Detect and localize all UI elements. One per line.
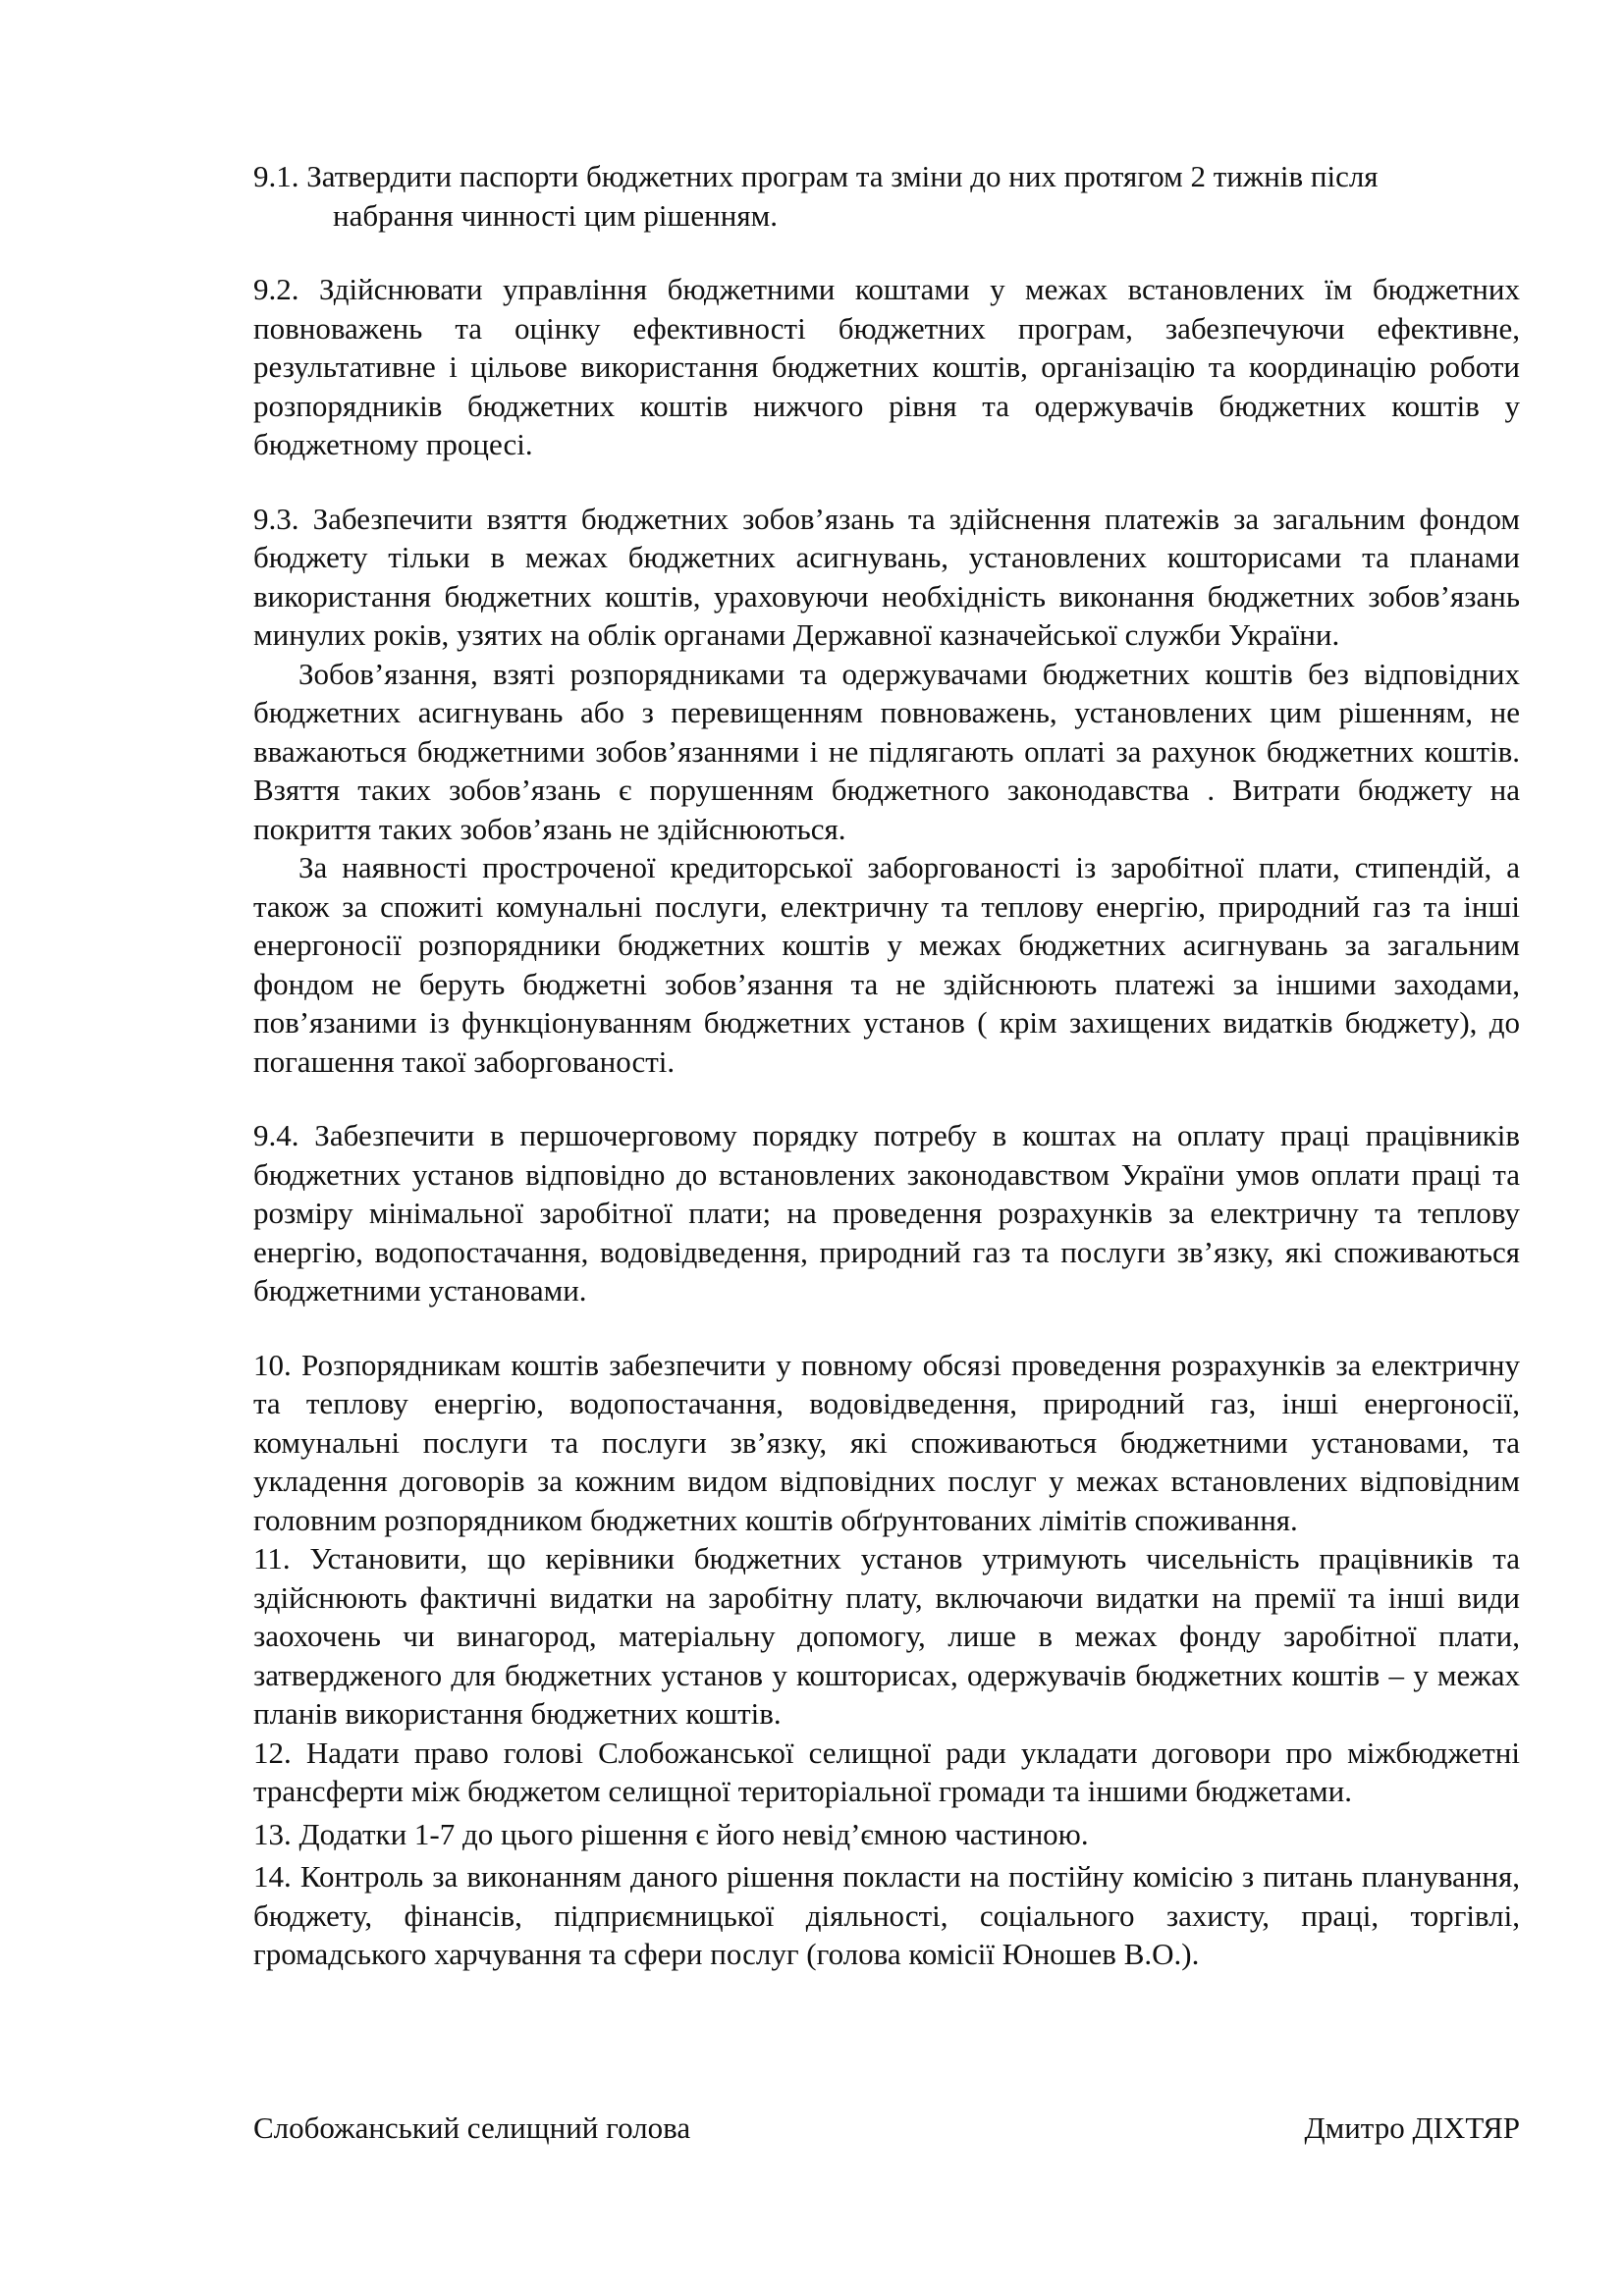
paragraph-9-4: 9.4. Забезпечити в першочерговому порядку потребу в коштах на оплату праці працівників бюджетних установ відповідно до встановлених законодавством України умов оплати праці та розміру мінімальної заробітної плати; на проведення розрахунків за електричну та теплову енергію, водопостачання, водовідведення, природний газ та послуги зв’язку, які споживаються бюджетними установами.: [253, 1118, 1520, 1308]
paragraph-9-3-arrears: За наявності простроченої кредиторської заборгованості із заробітної плати, стипендій, а також за спожиті комунальні послуги, електричну та теплову енергію, природний газ та інші енергоносії розпорядники бюджетних коштів у межах бюджетних асигнувань за загальним фондом не беруть бюджетні зобов’язання та не здійснюють платежі за іншими заходами, пов’язаними із функціонуванням бюджетних установ ( крім захищених видатків бюджету), до погашення такої заборгованості.: [253, 850, 1520, 1079]
paragraph-11: 11. Установити, що керівники бюджетних установ утримують чисельність працівників та здійснюють фактичні видатки на заробітну плату, включаючи видатки на премії та інші види заохочень чи винагород, матеріальну допомогу, лише в межах фонду заробітної плати, затвердженого для бюджетних установ у кошторисах, одержувачів бюджетних коштів – у межах планів використання бюджетних коштів.: [253, 1541, 1520, 1731]
paragraph-14: 14. Контроль за виконанням даного рішення покласти на постійну комісію з питань планування, бюджету, фінансів, підприємницької діяльності, соціального захисту, праці, торгівлі, громадського харчування та сфери послуг (голова комісії Юношев В.О.).: [253, 1859, 1520, 1971]
paragraph-13: 13. Додатки 1-7 до цього рішення є його невід’ємною частиною.: [253, 1816, 1089, 1851]
signatory-name: Дмитро ДІХТЯР: [1304, 2110, 1520, 2145]
spacer: [253, 1081, 1520, 1116]
paragraph-9-1-line-1: 9.1. Затвердити паспорти бюджетних програм та зміни до них протягом 2 тижнів після: [253, 159, 1379, 193]
paragraph-12: 12. Надати право голові Слобожанської селищної ради укладати договори про міжбюджетні трансферти між бюджетом селищної територіальної громади та іншими бюджетами.: [253, 1735, 1520, 1808]
signatory-position: Слобожанський селищний голова: [253, 2110, 691, 2145]
paragraph-10: 10. Розпорядникам коштів забезпечити у повному обсязі проведення розрахунків за електричну та теплову енергію, водопостачання, водовідведення, природний газ, інші енергоносії, комунальні послуги та послуги зв’язку, які споживаються бюджетними установами, та укладення договорів за кожним видом відповідних послуг у межах встановлених відповідним головним розпорядником бюджетних коштів обґрунтованих лімітів споживання.: [253, 1347, 1520, 1537]
paragraph-9-2: 9.2. Здійснювати управління бюджетними коштами у межах встановлених їм бюджетних повноважень та оцінку ефективності бюджетних програм, забезпечуючи ефективне, результативне і цільове використання бюджетних коштів, організацію та координацію роботи розпорядників бюджетних коштів нижчого рівня та одержувачів бюджетних коштів у бюджетному процесі.: [253, 272, 1520, 461]
spacer: [253, 464, 1520, 500]
signature-block: [253, 2110, 1520, 2146]
document-body: [253, 157, 1520, 1974]
paragraph-9-1-line-2: набрання чинності цим рішенням.: [333, 197, 778, 233]
spacer: [253, 1310, 1520, 1346]
paragraph-9-1: [253, 157, 1520, 235]
spacer: [253, 235, 1520, 270]
paragraph-9-3: 9.3. Забезпечити взяття бюджетних зобов’язань та здійснення платежів за загальним фондом бюджету тільки в межах бюджетних асигнувань, установлених кошторисами та планами використання бюджетних коштів, ураховуючи необхідність виконання бюджетних зобов’язань минулих років, узятих на облік органами Державної казначейської служби України.: [253, 501, 1520, 652]
paragraph-9-3-obligations: Зобов’язання, взяті розпорядниками та одержувачами бюджетних коштів без відповідних бюджетних асигнувань або з перевищенням повноважень, установлених цим рішенням, не вважаються бюджетними зобов’язаннями і не підлягають оплаті за рахунок бюджетних коштів. Взяття таких зобов’язань є порушенням бюджетного законодавства . Витрати бюджету на покриття таких зобов’язань не здійснюються.: [253, 656, 1520, 846]
